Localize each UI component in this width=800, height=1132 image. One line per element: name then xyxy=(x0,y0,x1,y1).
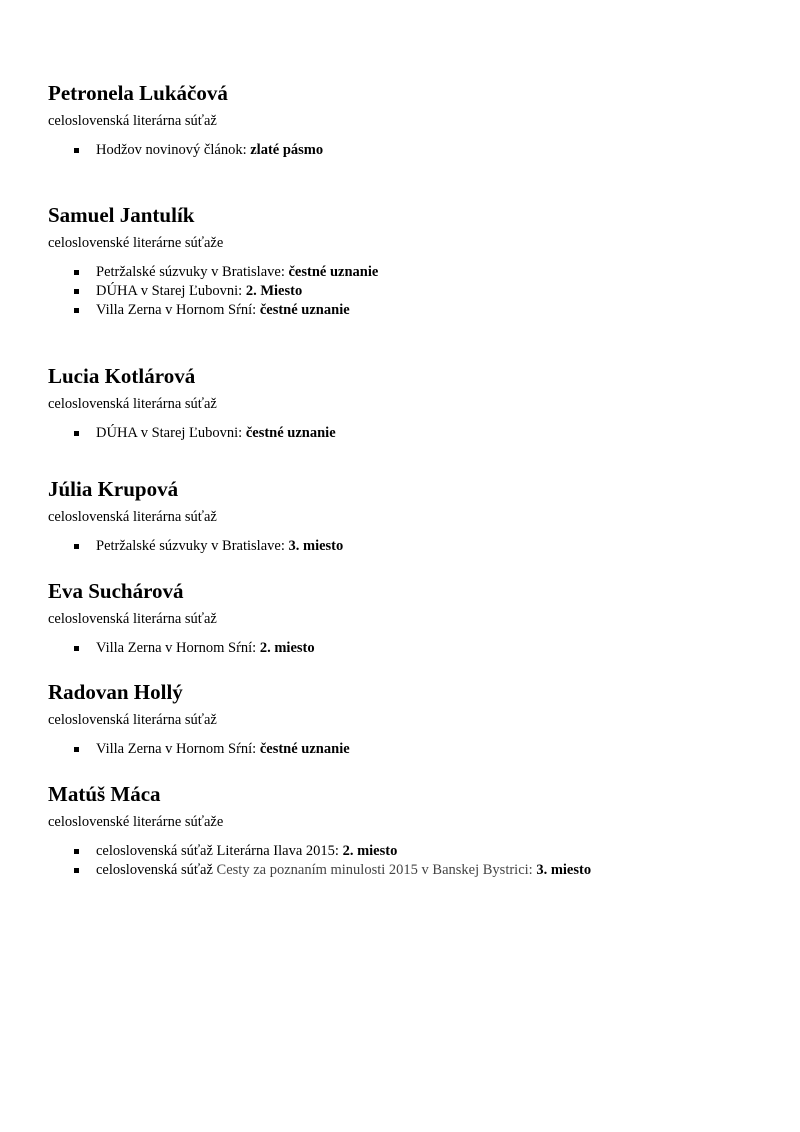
award-competition: Cesty za poznaním minulosti 2015 v Banskej Bystrici: xyxy=(216,862,537,878)
square-bullet-icon xyxy=(74,148,79,153)
person-name: Lucia Kotlárová xyxy=(48,364,196,388)
person-name: Samuel Jantulík xyxy=(48,203,195,227)
award-item xyxy=(48,537,768,556)
award-result: 2. miesto xyxy=(342,843,398,859)
award-prefix: celoslovenská súťaž xyxy=(96,843,217,859)
award-item xyxy=(48,861,768,880)
award-competition: Petržalské súzvuky v Bratislave: xyxy=(96,538,289,554)
person-entry xyxy=(48,81,768,160)
person-entry xyxy=(48,579,768,658)
competition-category: celoslovenská literárna súťaž xyxy=(48,712,217,728)
person-name: Eva Suchárová xyxy=(48,579,184,603)
person-entry xyxy=(48,782,768,880)
award-result: 2. miesto xyxy=(259,640,315,656)
award-item xyxy=(48,141,768,160)
award-result: zlaté pásmo xyxy=(250,142,324,158)
award-result: čestné uznanie xyxy=(259,302,350,318)
award-competition: DÚHA v Starej Ľubovni: xyxy=(96,425,246,441)
square-bullet-icon xyxy=(74,289,79,294)
competition-category: celoslovenská literárna súťaž xyxy=(48,396,217,412)
square-bullet-icon xyxy=(74,868,79,873)
square-bullet-icon xyxy=(74,747,79,752)
competition-category: celoslovenská literárna súťaž xyxy=(48,113,217,129)
awards-list xyxy=(48,842,768,880)
awards-list xyxy=(48,263,768,320)
person-entry xyxy=(48,680,768,759)
square-bullet-icon xyxy=(74,431,79,436)
award-competition: DÚHA v Starej Ľubovni: xyxy=(96,283,246,299)
award-competition: Hodžov novinový článok: xyxy=(96,142,251,158)
award-result: čestné uznanie xyxy=(259,741,350,757)
award-competition: Villa Zerna v Hornom Sŕní: xyxy=(96,640,260,656)
award-prefix: celoslovenská súťaž xyxy=(96,862,217,878)
award-competition: Literárna Ilava 2015: xyxy=(216,843,343,859)
square-bullet-icon xyxy=(74,308,79,313)
square-bullet-icon xyxy=(74,646,79,651)
award-result: 3. miesto xyxy=(288,538,344,554)
award-result: čestné uznanie xyxy=(288,264,379,280)
award-item xyxy=(48,282,768,301)
person-name: Júlia Krupová xyxy=(48,477,179,501)
square-bullet-icon xyxy=(74,849,79,854)
award-item xyxy=(48,842,768,861)
person-name: Radovan Hollý xyxy=(48,680,183,704)
person-name: Petronela Lukáčová xyxy=(48,81,228,105)
competition-category: celoslovenské literárne súťaže xyxy=(48,235,224,251)
person-entry xyxy=(48,364,768,443)
awards-list xyxy=(48,639,768,658)
award-item xyxy=(48,301,768,320)
competition-category: celoslovenská literárna súťaž xyxy=(48,611,217,627)
award-item xyxy=(48,639,768,658)
award-item xyxy=(48,263,768,282)
competition-category: celoslovenská literárna súťaž xyxy=(48,509,217,525)
award-competition: Villa Zerna v Hornom Sŕní: xyxy=(96,741,260,757)
person-name: Matúš Máca xyxy=(48,782,161,806)
award-result: čestné uznanie xyxy=(245,425,336,441)
award-item xyxy=(48,740,768,759)
awards-list xyxy=(48,424,768,443)
award-competition: Villa Zerna v Hornom Sŕní: xyxy=(96,302,260,318)
award-item xyxy=(48,424,768,443)
person-entry xyxy=(48,203,768,320)
award-result: 2. Miesto xyxy=(245,283,303,299)
person-entry xyxy=(48,477,768,556)
awards-list xyxy=(48,141,768,160)
award-competition: Petržalské súzvuky v Bratislave: xyxy=(96,264,289,280)
competition-category: celoslovenské literárne súťaže xyxy=(48,814,224,830)
award-result: 3. miesto xyxy=(536,862,592,878)
awards-list xyxy=(48,537,768,556)
square-bullet-icon xyxy=(74,544,79,549)
square-bullet-icon xyxy=(74,270,79,275)
awards-list xyxy=(48,740,768,759)
